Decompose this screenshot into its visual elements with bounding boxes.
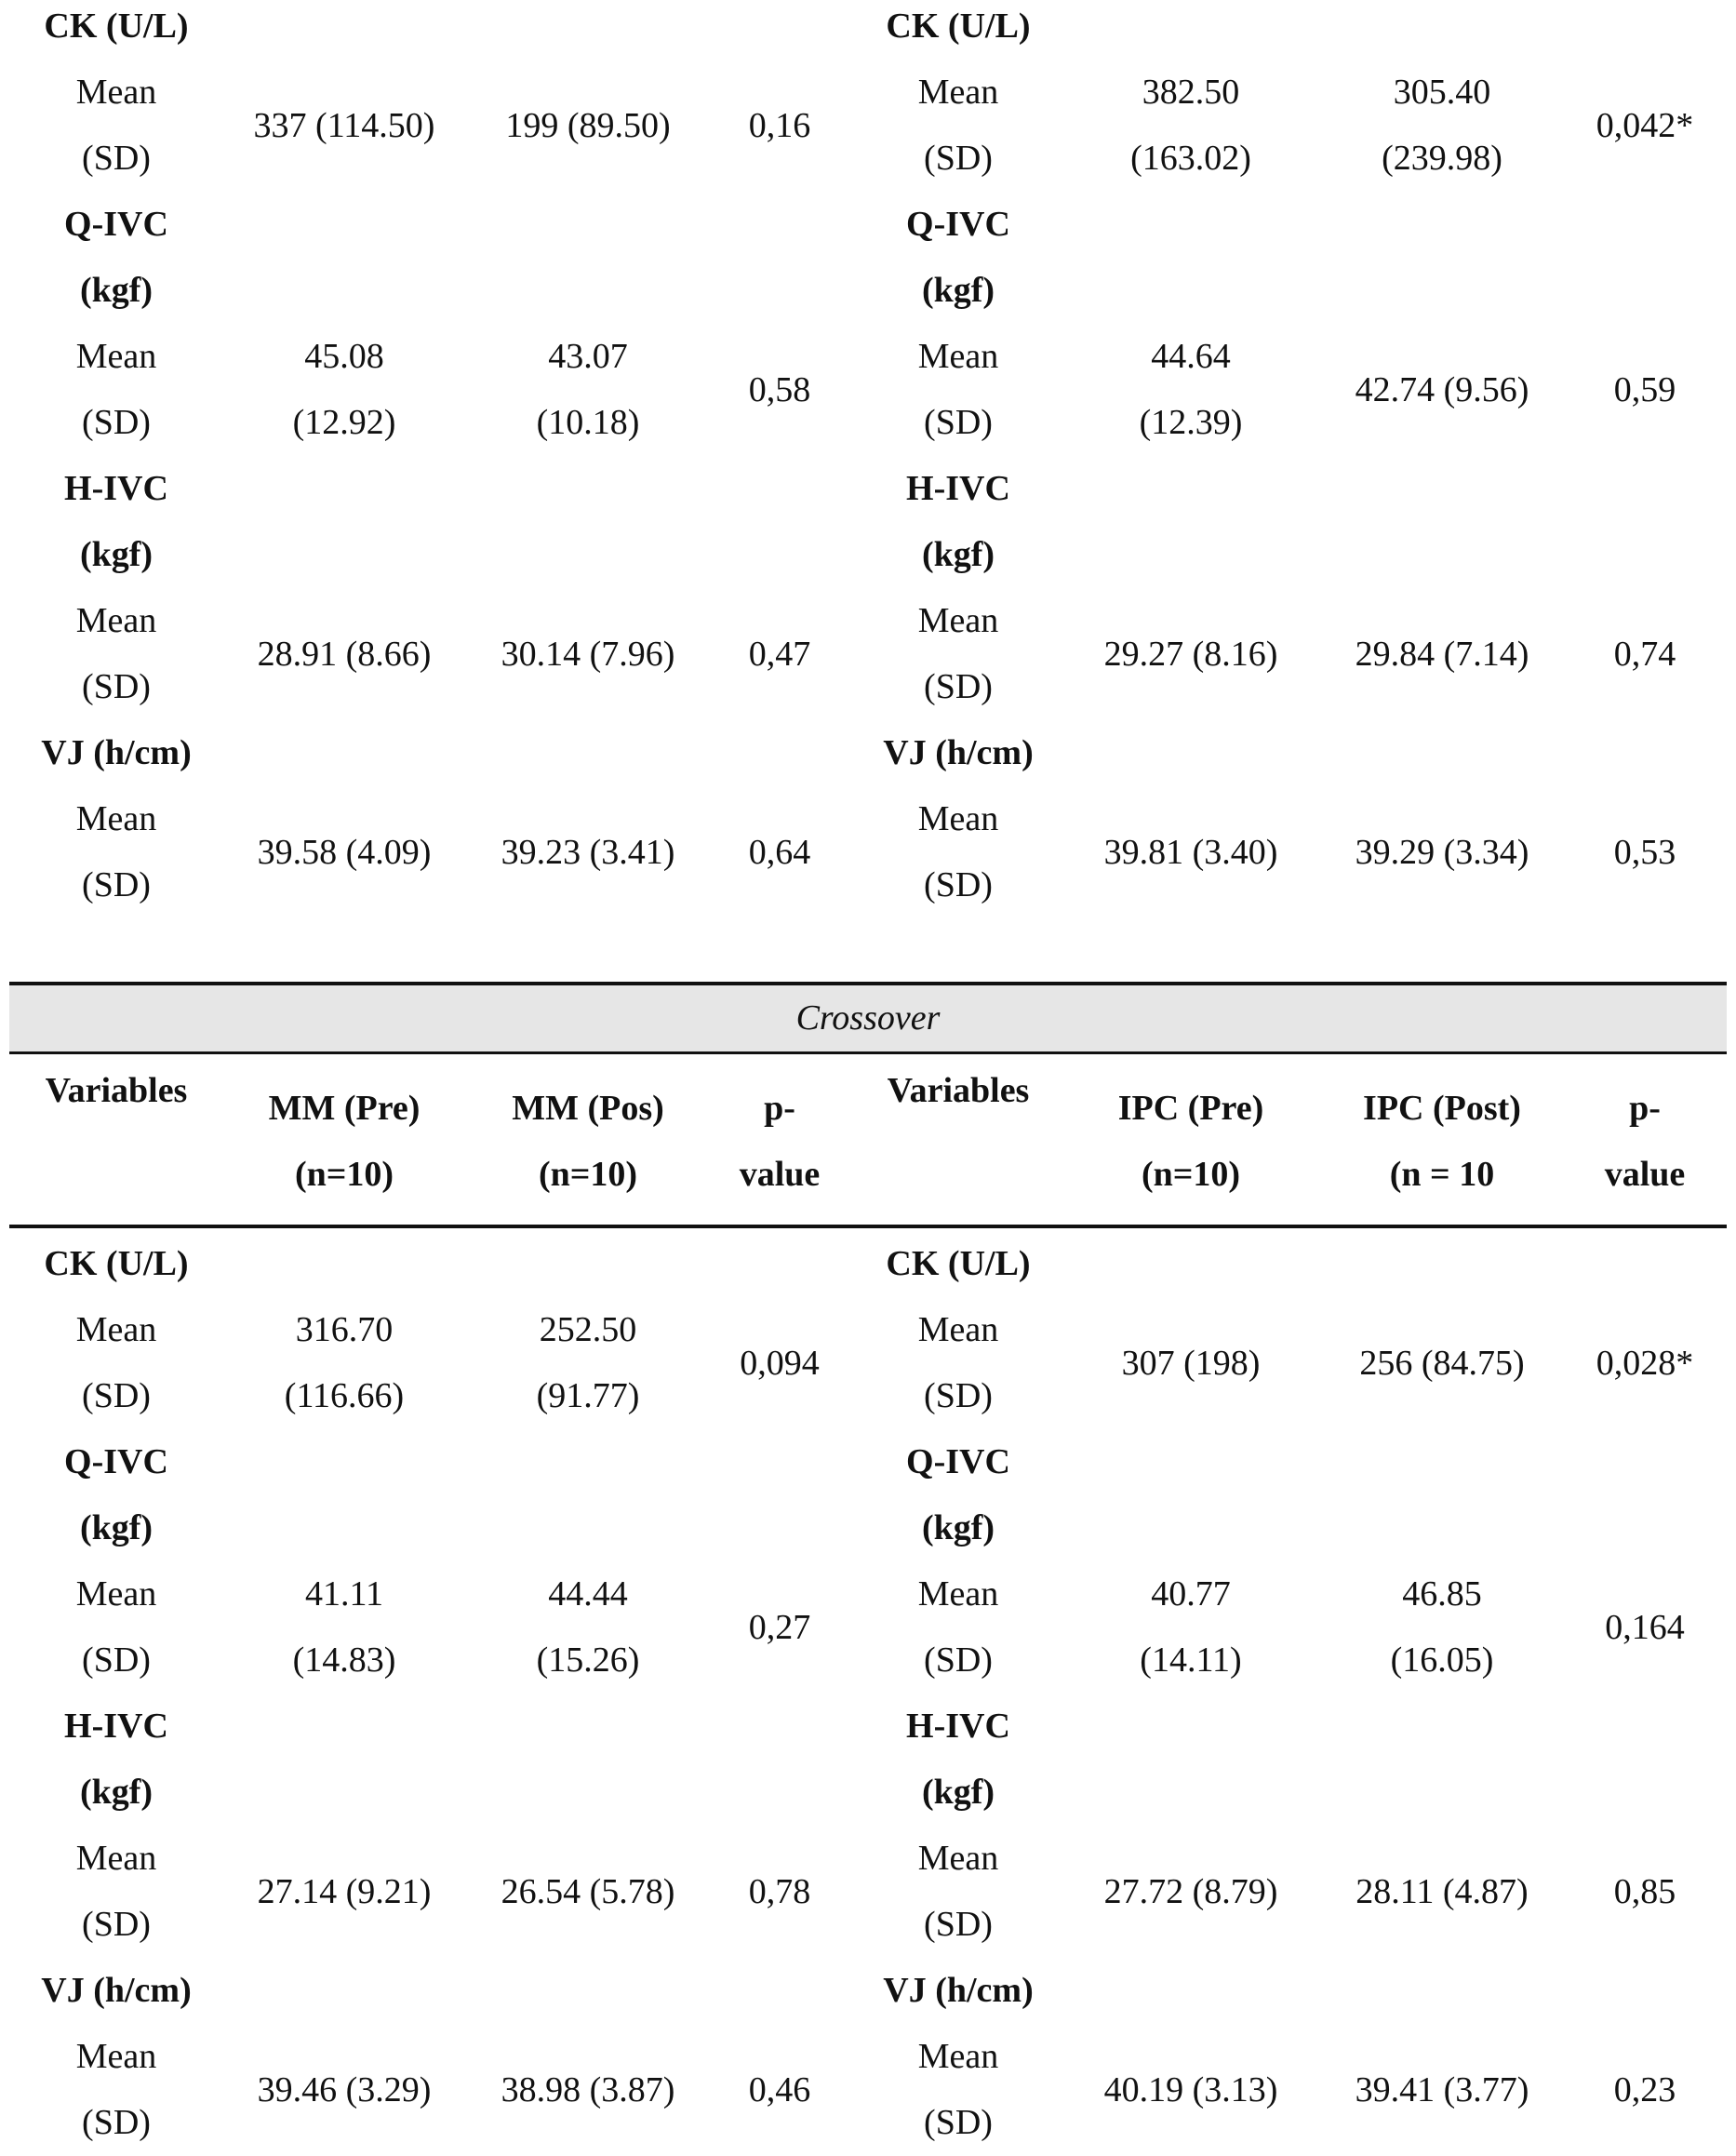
pre-value-mean: 316.70 xyxy=(295,1310,394,1349)
pre-value: 29.27 (8.16) xyxy=(1103,634,1278,674)
p-value: 0,23 xyxy=(1613,2069,1676,2109)
stat-label-sd: (SD) xyxy=(82,1376,151,1415)
header-pre: MM (Pre) xyxy=(268,1089,421,1128)
variable-unit: (kgf) xyxy=(79,1773,154,1812)
pre-value-mean: 44.64 xyxy=(1151,337,1231,376)
post-value: 199 (89.50) xyxy=(505,105,671,145)
variable-label: Q-IVC xyxy=(906,205,1010,244)
header-p-value: value xyxy=(739,1155,821,1194)
p-value: 0,85 xyxy=(1613,1871,1676,1911)
stat-label-mean: Mean xyxy=(75,799,157,838)
pre-value-mean: 45.08 xyxy=(304,337,384,376)
pre-value-sd: (14.83) xyxy=(292,1640,396,1680)
rule-crossover-header xyxy=(9,1051,1727,1054)
stat-label-sd: (SD) xyxy=(924,1376,993,1415)
pre-value: 337 (114.50) xyxy=(253,105,435,145)
post-value-sd: (15.26) xyxy=(536,1640,640,1680)
header-post-n: (n = 10 xyxy=(1389,1155,1495,1194)
variable-unit: (kgf) xyxy=(921,1508,995,1547)
post-value: 30.14 (7.96) xyxy=(501,634,675,674)
header-post: MM (Pos) xyxy=(512,1089,664,1128)
stat-label-mean: Mean xyxy=(75,601,157,640)
header-variables: Variables xyxy=(887,1071,1030,1110)
p-value: 0,094 xyxy=(740,1343,820,1383)
post-value-sd: (91.77) xyxy=(536,1376,640,1415)
post-value: 28.11 (4.87) xyxy=(1355,1871,1529,1911)
header-p: p- xyxy=(764,1089,795,1128)
post-value: 29.84 (7.14) xyxy=(1355,634,1529,674)
variable-unit: (kgf) xyxy=(921,271,995,310)
stat-label-mean: Mean xyxy=(917,799,999,838)
variable-label: VJ (h/cm) xyxy=(883,733,1034,772)
stat-label-mean: Mean xyxy=(75,73,157,112)
pre-value-sd: (14.11) xyxy=(1140,1640,1242,1680)
variable-label: VJ (h/cm) xyxy=(883,1971,1034,2010)
p-value: 0,78 xyxy=(748,1871,811,1911)
variable-label: VJ (h/cm) xyxy=(41,1971,192,2010)
post-value: 256 (84.75) xyxy=(1359,1343,1525,1383)
variable-unit: (kgf) xyxy=(921,535,995,574)
p-value: 0,59 xyxy=(1613,369,1676,409)
post-value-mean: 44.44 xyxy=(548,1574,628,1614)
header-post-n: (n=10) xyxy=(538,1155,638,1194)
p-value: 0,53 xyxy=(1613,832,1676,872)
stat-label-mean: Mean xyxy=(75,1574,157,1614)
stat-label-sd: (SD) xyxy=(924,403,993,442)
pre-value-sd: (116.66) xyxy=(284,1376,405,1415)
p-value: 0,164 xyxy=(1605,1607,1685,1647)
header-p: p- xyxy=(1629,1089,1661,1128)
variable-label: VJ (h/cm) xyxy=(41,733,192,772)
variable-label: CK (U/L) xyxy=(886,1244,1031,1283)
pre-value-mean: 40.77 xyxy=(1151,1574,1231,1614)
variable-label: Q-IVC xyxy=(64,1442,168,1481)
variable-label: Q-IVC xyxy=(906,1442,1010,1481)
p-value: 0,042* xyxy=(1596,105,1694,145)
header-pre: IPC (Pre) xyxy=(1117,1089,1264,1128)
stat-label-mean: Mean xyxy=(917,73,999,112)
stat-label-sd: (SD) xyxy=(82,667,151,706)
crossover-title: Crossover xyxy=(795,998,941,1038)
stat-label-mean: Mean xyxy=(917,1310,999,1349)
stat-label-sd: (SD) xyxy=(924,667,993,706)
stat-label-mean: Mean xyxy=(75,1310,157,1349)
pre-value: 28.91 (8.66) xyxy=(257,634,432,674)
post-value-sd: (16.05) xyxy=(1390,1640,1494,1680)
pre-value-mean: 382.50 xyxy=(1142,73,1240,112)
stat-label-mean: Mean xyxy=(75,337,157,376)
p-value: 0,16 xyxy=(748,105,811,145)
variable-unit: (kgf) xyxy=(79,535,154,574)
post-value: 42.74 (9.56) xyxy=(1355,369,1529,409)
p-value: 0,74 xyxy=(1613,634,1676,674)
variable-label: H-IVC xyxy=(64,1707,168,1746)
pre-value: 27.72 (8.79) xyxy=(1103,1871,1278,1911)
variable-label: H-IVC xyxy=(906,1707,1010,1746)
p-value: 0,46 xyxy=(748,2069,811,2109)
stat-label-sd: (SD) xyxy=(924,2103,993,2142)
post-value: 26.54 (5.78) xyxy=(501,1871,675,1911)
rule-below-headers xyxy=(9,1225,1727,1228)
header-pre-n: (n=10) xyxy=(1141,1155,1241,1194)
pre-value: 307 (198) xyxy=(1121,1343,1261,1383)
stat-label-mean: Mean xyxy=(917,601,999,640)
stat-label-sd: (SD) xyxy=(82,139,151,178)
variable-label: Q-IVC xyxy=(64,205,168,244)
header-pre-n: (n=10) xyxy=(294,1155,394,1194)
variable-label: H-IVC xyxy=(64,469,168,508)
post-value-mean: 305.40 xyxy=(1393,73,1491,112)
variable-unit: (kgf) xyxy=(921,1773,995,1812)
post-value: 39.29 (3.34) xyxy=(1355,832,1529,872)
stat-label-mean: Mean xyxy=(917,1574,999,1614)
post-value: 39.23 (3.41) xyxy=(501,832,675,872)
pre-value: 39.46 (3.29) xyxy=(257,2069,432,2109)
pre-value: 27.14 (9.21) xyxy=(257,1871,432,1911)
stat-label-sd: (SD) xyxy=(924,139,993,178)
stat-label-mean: Mean xyxy=(75,1839,157,1878)
post-value-mean: 43.07 xyxy=(548,337,628,376)
stat-label-mean: Mean xyxy=(75,2037,157,2076)
p-value: 0,47 xyxy=(748,634,811,674)
stat-label-mean: Mean xyxy=(917,1839,999,1878)
variable-unit: (kgf) xyxy=(79,271,154,310)
stat-label-sd: (SD) xyxy=(82,1905,151,1944)
stat-label-sd: (SD) xyxy=(82,2103,151,2142)
header-p-value: value xyxy=(1604,1155,1686,1194)
pre-value-mean: 41.11 xyxy=(304,1574,384,1614)
variable-unit: (kgf) xyxy=(79,1508,154,1547)
post-value-sd: (239.98) xyxy=(1382,139,1502,178)
pre-value: 40.19 (3.13) xyxy=(1103,2069,1278,2109)
p-value: 0,58 xyxy=(748,369,811,409)
header-variables: Variables xyxy=(45,1071,188,1110)
stat-label-mean: Mean xyxy=(917,2037,999,2076)
stat-label-sd: (SD) xyxy=(82,1640,151,1680)
post-value-mean: 252.50 xyxy=(539,1310,637,1349)
stat-label-sd: (SD) xyxy=(82,403,151,442)
stat-label-sd: (SD) xyxy=(924,1640,993,1680)
variable-label: CK (U/L) xyxy=(44,1244,189,1283)
variable-label: CK (U/L) xyxy=(44,7,189,46)
post-value: 39.41 (3.77) xyxy=(1355,2069,1529,2109)
variable-label: CK (U/L) xyxy=(886,7,1031,46)
pre-value: 39.81 (3.40) xyxy=(1103,832,1278,872)
stat-label-sd: (SD) xyxy=(924,1905,993,1944)
pre-value-sd: (12.39) xyxy=(1139,403,1243,442)
stat-label-mean: Mean xyxy=(917,337,999,376)
stat-label-sd: (SD) xyxy=(82,865,151,904)
pre-value-sd: (12.92) xyxy=(292,403,396,442)
post-value-sd: (10.18) xyxy=(536,403,640,442)
post-value-mean: 46.85 xyxy=(1402,1574,1482,1614)
p-value: 0,64 xyxy=(748,832,811,872)
variable-label: H-IVC xyxy=(906,469,1010,508)
post-value: 38.98 (3.87) xyxy=(501,2069,675,2109)
pre-value: 39.58 (4.09) xyxy=(257,832,432,872)
pre-value-sd: (163.02) xyxy=(1130,139,1251,178)
p-value: 0,27 xyxy=(748,1607,811,1647)
p-value: 0,028* xyxy=(1596,1343,1694,1383)
header-post: IPC (Post) xyxy=(1363,1089,1521,1128)
stat-label-sd: (SD) xyxy=(924,865,993,904)
